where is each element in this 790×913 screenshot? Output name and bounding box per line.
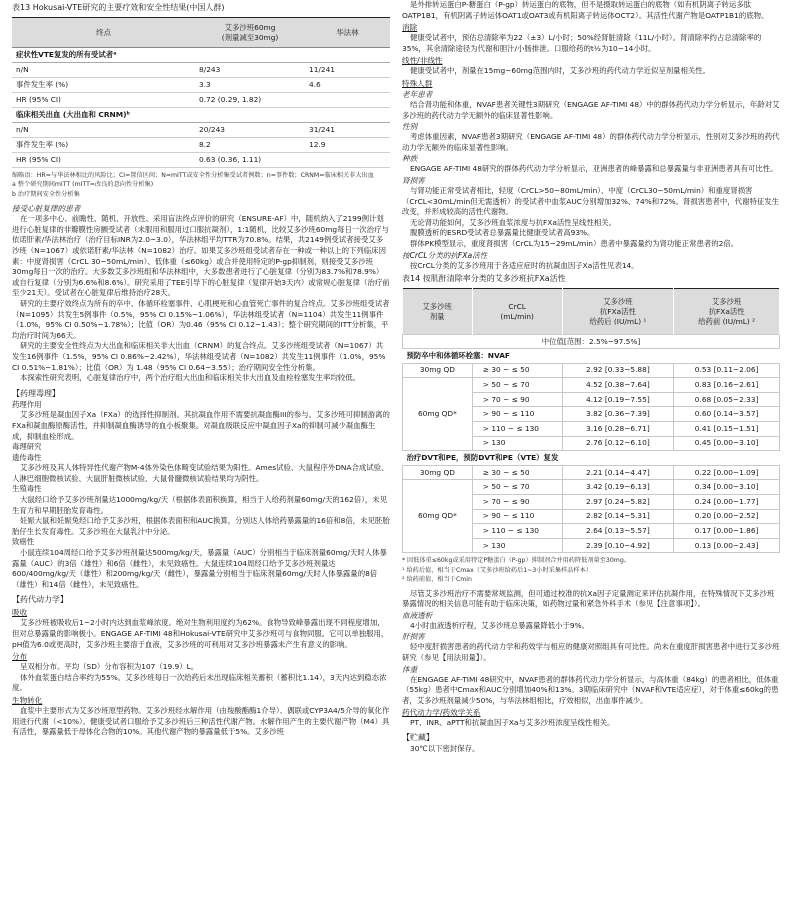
text-line: 遗传毒性	[12, 452, 42, 462]
table13-row	[12, 93, 390, 108]
table14-median-label: 中位值[范围：2.5%~97.5%]	[403, 335, 780, 349]
table14-header-cell: CrCL (mL/min)	[472, 289, 562, 335]
section-heading: 【贮藏】	[402, 732, 434, 742]
table14-cell: 0.83 [0.16~2.61]	[674, 378, 780, 393]
subsection-heading: 肝损害	[402, 632, 425, 642]
table14-cell: 0.24 [0.00~1.77]	[674, 495, 780, 510]
paragraph: 妊娠大鼠和妊娠兔经口给予艾多沙班，根据体表面积和AUC换算，分别达人体给药暴露量的16倍和8倍，未见胚胎胎仔生长发育毒性。艾多沙班在大鼠乳汁中分泌。	[12, 516, 390, 536]
table14-cell: 2.39 [0.10~4.92]	[562, 538, 674, 553]
table13-header-row	[12, 18, 390, 48]
table13-cell: 12.9	[305, 138, 390, 153]
paragraph: 研究的主要安全性终点为大出血和临床相关非大出血（CRNM）的复合终点。艾多沙班组受试者（N=1067）共发生16例事件（1.5%，95% CI 0.86%~2.42%），华法林组受试者（N=1082）共发生11例事件（1.0%，95% CI 0.51%~1.81%）；比值（OR）为 1.48（95% CI 0.64~3.55）；治疗期间安全性分析集。	[12, 341, 386, 372]
right-column	[402, 0, 780, 913]
paragraph: 30℃以下密封保存。	[410, 743, 480, 753]
subsection-heading: 吸收	[12, 608, 28, 618]
table14-cell: 0.53 [0.11~2.06]	[674, 363, 780, 378]
text-line: 药理作用	[12, 399, 42, 409]
table13-cell: n/N	[12, 63, 195, 78]
paragraph: 艾多沙班被吸收后1~2小时内达到血浆峰浓度。绝对生物利用度约为62%。食物导致峰暴露出现不同程度增加，但对总暴露量的影响极小。ENGAGE AF-TIMI 48和Hokusai-VTE研究中艾多沙班可与食物同服。它可以单独服用，pH值为6.0或更高时，艾多沙班主要溶于血液，艾多沙班的可利用对艾多沙班暴露未产生有意义的影响。	[12, 618, 389, 649]
right-text-block-1	[402, 0, 780, 271]
paragraph: 无论肾功能如何，艾多沙班血浆浓度与抗FXa活性呈线性相关。	[410, 217, 617, 227]
table14-header-cell: 艾多沙班 抗FXa活性 给药前 (IU/mL) ²	[674, 289, 780, 335]
table14-header-cell: 艾多沙班 剂量	[403, 289, 473, 335]
table13-cell: HR (95% CI)	[12, 153, 195, 168]
table13-cell: 0.72 (0.29, 1.82)	[195, 93, 305, 108]
table14-row	[403, 363, 780, 378]
paragraph: 4小时血液透析疗程，艾多沙班总暴露量降低小于9%。	[410, 620, 590, 630]
text-line: 毒理研究	[12, 442, 42, 452]
text-line: 致癌性	[12, 537, 35, 547]
table13	[12, 17, 390, 168]
paragraph: 艾多沙班及其人体特异性代谢产物M-4体外染色体畸变试验结果为阳性。Ames试验、大鼠程序外DNA合成试验、人淋巴细胞微核试验、大鼠肝脏微核试验、大鼠骨髓微核试验结果均为阴性。	[12, 463, 389, 483]
paragraph: 健康受试者中，预估总清除率为22（±3）L/小时；50%经肾脏清除（11L/小时）。肾清除率约占总清除率的35%，其余清除途径为代谢和胆汁/小肠排泄。口服给药的t½为10~14小时。	[402, 33, 762, 53]
paragraph: 群体PK模型显示，重度肾损害（CrCL为15~29mL/min）患者中暴露量约为肾功能正常患者的2倍。	[410, 238, 739, 248]
table14-cell: 2.76 [0.12~6.10]	[562, 436, 674, 451]
table13-row	[12, 78, 390, 93]
subsection-heading: 体重	[402, 664, 418, 674]
subsection-heading: 性别	[402, 122, 418, 132]
table14-cell: 2.21 [0.14~4.47]	[562, 465, 674, 480]
section-heading: 【药理毒理】	[12, 388, 60, 398]
table13-row	[12, 63, 390, 78]
table14-section-title: 治疗DVT和PE，预防DVT和PE（VTE）复发	[403, 451, 780, 466]
left-text-block-3	[12, 594, 390, 737]
table13-group-row	[12, 48, 390, 63]
table13-row	[12, 153, 390, 168]
paragraph: 腹膜透析的ESRD受试者总暴露量比健康受试者高93%。	[410, 228, 595, 238]
table14-cell: 0.20 [0.00~2.52]	[674, 509, 780, 524]
table13-cell: 8.2	[195, 138, 305, 153]
table13-cell: n/N	[12, 123, 195, 138]
table13-footnote: 缩略语：HR=与华法林相比的风险比；CI=置信区间；N=mITT或安全性分析集受试者例数；n=事件数；CRNM=临床相关非大出血	[12, 172, 374, 179]
table13-row	[12, 138, 390, 153]
paragraph: 是外排转运蛋白P-糖蛋白（P-gp）转运蛋白的底物，但不是摄取转运蛋白的底物（如有机阴离子转运多肽OATP1B1，有机阴离子转运体OAT1或OAT3或有机阳离子转运体OCT2）。其活性代谢产物是OATP1B1的底物。	[402, 0, 769, 20]
paragraph: 与肾功能正常受试者相比，轻度（CrCL>50~80mL/min）、中度（CrCL30~50mL/min）和重度肾损害（CrCL<30mL/min但无需透析）的受试者中血浆AUC分别增加32%、74%和72%。肾损害患者中，代谢特征发生改变，并形成较高的活性代谢物。	[402, 185, 780, 217]
table14-header-row	[403, 289, 780, 335]
table14-cell: > 130	[472, 436, 562, 451]
subsection-heading: 肾损害	[402, 175, 425, 185]
paragraph: 研究的主要疗效终点为所有的卒中、体循环栓塞事件、心肌梗死和心血管死亡事件的复合终点。艾多沙班组受试者（N=1095）共发生5例事件（0.5%，95% CI 0.15%~1.06%），华法林组受试者（N=1104）共发生11例事件（1.0%，95% CI 0.50%~1.78%）；比值（OR）为0.46（95% CI 0.12~1.43）；整个研究期间的ITT分析集，平均治疗时间为66天。	[12, 298, 390, 340]
table14-cell: 0.13 [0.00~2.43]	[674, 538, 780, 553]
table14-cell: 2.97 [0.24~5.82]	[562, 495, 674, 510]
subsection-heading: 药代动力学/药效学关系	[402, 708, 481, 718]
subsection-heading: 线性/非线性	[402, 56, 443, 66]
table14-cell: 0.41 [0.15~1.51]	[674, 422, 780, 437]
table14-cell: 3.82 [0.36~7.39]	[562, 407, 674, 422]
subsection-heading: 老年患者	[402, 89, 433, 99]
table13-cell: 4.6	[305, 78, 390, 93]
table14-cell: 0.34 [0.00~3.10]	[674, 480, 780, 495]
table13-cell: 事件发生率 (%)	[12, 138, 195, 153]
table14-cell: 0.60 [0.14~3.57]	[674, 407, 780, 422]
table14-section-row	[403, 451, 780, 466]
subsection-heading: 种族	[402, 154, 418, 164]
table14-cell: > 110 ~ ≤ 130	[472, 524, 562, 539]
table14-footnotes	[402, 556, 780, 584]
table14-cell: 3.16 [0.28~6.71]	[562, 422, 674, 437]
subsection-heading: 接受心脏复律的患者	[12, 204, 81, 214]
table14-section-row	[403, 349, 780, 364]
table14	[402, 288, 780, 553]
paragraph: 大鼠经口给予艾多沙班剂量达1000mg/kg/天（根据体表面积换算，相当于人给药剂量60mg/天的162倍），未见生育力和早期胚胎发育毒性。	[12, 495, 388, 515]
table13-cell: 11/241	[305, 63, 390, 78]
table13-cell: 事件发生率 (%)	[12, 78, 195, 93]
table14-cell: > 70 ~ ≤ 90	[472, 392, 562, 407]
paragraph: ENGAGE AF-TIMI 48研究的群体药代动力学分析显示，亚洲患者的峰暴露和总暴露量与非亚洲患者具有可比性。	[410, 164, 778, 174]
subsection-heading: 按CrCL分类的抗FXa活性	[402, 250, 488, 260]
table14-footnote: ² 给药前值，相当于Cmin	[402, 576, 472, 584]
right-text-block-2	[402, 589, 780, 755]
table13-cell	[305, 153, 390, 168]
table14-cell: 2.92 [0.33~5.88]	[562, 363, 674, 378]
section-heading: 【药代动力学】	[12, 595, 68, 605]
paragraph: 本探索性研究表明，心脏复律治疗中，两个治疗组大出血和临床相关非大出血及血栓栓塞发生率均较低。	[20, 373, 360, 383]
table13-cell: 3.3	[195, 78, 305, 93]
paragraph: 血浆中主要形式为艾多沙班原型药物。艾多沙班经水解作用（由羧酸酯酶1介导）、偶联或CYP3A4/5介导的氧化作用进行代谢（<10%）。健康受试者口服给予艾多沙班后三种活性代谢产物。水解作用产生的主要代谢产物（M4）具有活性，暴露量低于母体化合物的10%。其他代谢产物的暴露量低于5%。艾多沙班	[12, 705, 390, 737]
table14-cell: > 70 ~ ≤ 90	[472, 495, 562, 510]
table14-cell: > 90 ~ ≤ 110	[472, 509, 562, 524]
table14-dose-cell: 30mg QD	[403, 465, 473, 480]
table13-header-cell: 终点	[12, 18, 195, 48]
subsection-heading: 生物转化	[12, 695, 43, 705]
paragraph: 小鼠连续104周经口给予艾多沙班剂量达500mg/kg/天，暴露量（AUC）分别相当于临床剂量60mg/天时人体暴露量（AUC）的3倍（雄性）和6倍（雌性），未见致癌性。大鼠连续104周经口给予艾多沙班剂量达600/400mg/kg/天（雄性）和200mg/kg/天（雌性），暴露量分别相当于临床剂量60mg/天时人体暴露量的8倍（雄性）和14倍（雌性），未见致癌性。	[12, 548, 387, 589]
paragraph: 呈双相分布。平均（SD）分布容积为107（19.9）L。	[20, 662, 199, 672]
table14-cell: 3.42 [0.19~6.13]	[562, 480, 674, 495]
left-text-block-2	[12, 388, 390, 591]
table14-row	[403, 480, 780, 495]
table13-cell: 0.63 (0.36, 1.11)	[195, 153, 305, 168]
table13-cell: HR (95% CI)	[12, 93, 195, 108]
table13-footnotes	[12, 171, 390, 199]
table13-group-title: 临床相关出血 (大出血和 CRNM)ᵇ	[12, 108, 390, 123]
table14-cell: 4.52 [0.38~7.64]	[562, 378, 674, 393]
table14-cell: > 50 ~ ≤ 70	[472, 480, 562, 495]
paragraph: 轻中度肝损害患者的药代动力学和药效学与相应的健康对照组具有可比性。尚未在重度肝损害患者中进行艾多沙班研究（参见【用法用量】）。	[402, 642, 780, 662]
table13-caption: 表13 Hokusai-VTE研究的主要疗效和安全性结果(中国人群)	[12, 3, 225, 12]
table13-footnote: a 整个研究期间mITT (mITT=改良的意向性分析集)	[12, 181, 154, 189]
table14-section-title: 预防卒中和体循环栓塞：NVAF	[403, 349, 780, 364]
table13-header-cell: 艾多沙班60mg (剂量减至30mg)	[195, 18, 305, 48]
table14-cell: > 90 ~ ≤ 110	[472, 407, 562, 422]
paragraph: 考虑体重因素，NVAF患者3期研究（ENGAGE AF-TIMI 48）的群体药代动力学分析显示，性别对艾多沙班的药代动力学无额外的临床显著性影响。	[402, 132, 780, 152]
table14-dose-cell: 30mg QD	[403, 363, 473, 378]
table14-cell: 0.22 [0.00~1.09]	[674, 465, 780, 480]
subsection-heading: 特殊人群	[402, 78, 433, 88]
table13-header-cell: 华法林	[305, 18, 390, 48]
subsection-heading: 消除	[402, 23, 418, 33]
table14-dose-cell: 60mg QD*	[403, 378, 473, 451]
table14-cell: 0.17 [0.00~1.86]	[674, 524, 780, 539]
table13-footnote: b 治疗期间安全性分析集	[12, 190, 80, 198]
table14-cell: ≥ 30 ~ ≤ 50	[472, 465, 562, 480]
table14-row	[403, 378, 780, 393]
table13-group-row	[12, 108, 390, 123]
table14-cell: 0.45 [0.00~3.10]	[674, 436, 780, 451]
table14-row	[403, 465, 780, 480]
paragraph: 尽管艾多沙班治疗不需要常规监测，但可通过校准的抗Xa因子定量测定来评估抗凝作用，在特殊情况下艾多沙班暴露情况的相关信息可能有助于临床决策，如药物过量和紧急外科手术（参见【注意事项】）。	[402, 588, 775, 609]
table13-cell: 20/243	[195, 123, 305, 138]
paragraph: 在ENGAGE AF-TIMI 48研究中，NVAF患者的群体药代动力学分析显示，与高体重（84kg）的患者相比，低体重（55kg）患者中Cmax和AUC分别增加40%和13%。3期临床研究中（NVAF和VTE适应症），对于体重≤60kg的患者，艾多沙班剂量减少50%，与华法林组相比，疗效相似，出血事件减少。	[402, 674, 779, 705]
table14-footnote: * 因低体重≤60kg或采用特定P糖蛋白（P-gp）抑制剂合并用药降低剂量至30mg。	[402, 557, 630, 565]
table14-cell: 2.82 [0.14~5.31]	[562, 509, 674, 524]
table13-cell: 8/243	[195, 63, 305, 78]
table14-cell: > 50 ~ ≤ 70	[472, 378, 562, 393]
table14-cell: > 110 ~ ≤ 130	[472, 422, 562, 437]
table14-cell: ≥ 30 ~ ≤ 50	[472, 363, 562, 378]
table14-cell: 4.12 [0.19~7.55]	[562, 392, 674, 407]
table14-header-cell: 艾多沙班 抗FXa活性 给药后 (IU/mL) ¹	[562, 289, 674, 335]
table14-cell: 2.64 [0.13~5.57]	[562, 524, 674, 539]
left-column	[12, 0, 390, 913]
text-line: 生殖毒性	[12, 484, 42, 494]
paragraph: PT、INR、aPTT和抗凝血因子Xa与艾多沙班浓度呈线性相关。	[410, 718, 615, 728]
table13-cell	[305, 93, 390, 108]
table14-cell: 0.68 [0.05~2.33]	[674, 392, 780, 407]
table13-row	[12, 123, 390, 138]
table14-cell: > 130	[472, 538, 562, 553]
left-text-block-1	[12, 203, 390, 384]
paragraph: 艾多沙班是凝血因子Xa（FXa）的选择性抑制剂。其抗凝血作用不需要抗凝血酶III的参与。艾多沙班可抑制游离的FXa和凝血酶原酶活性，并抑制凝血酶诱导的血小板聚集。对凝血级联反应中凝血因子Xa的抑制可减少凝血酶生成，抑制血栓形成。	[12, 410, 390, 441]
paragraph: 体外血浆蛋白结合率约为55%。艾多沙班每日一次给药后未出现临床相关蓄积（蓄积比1.14），3天内达到稳态浓度。	[12, 672, 387, 693]
paragraph: 按CrCL分类的艾多沙班用于各适应症时的抗凝血因子Xa活性见表14。	[410, 260, 639, 270]
paragraph: 健康受试者中，剂量在15mg~60mg范围内时，艾多沙班的药代动力学近似呈剂量相关性。	[410, 66, 711, 76]
table13-cell: 31/241	[305, 123, 390, 138]
subsection-heading: 血液透析	[402, 610, 433, 620]
paragraph: 在一项多中心、前瞻性、随机、开放性、采用盲法终点评价的研究（ENSURE-AF）中，随机纳入了2199例计划进行心脏复律的非瓣膜性房颤受试者（未服用和服用过口服抗凝剂），1:1随机，比较艾多沙班60mg每日一次治疗与依诺肝素/华法林治疗（治疗目标INR为2.0~3.0），华法林组平均TTR为70.8%。结果，共2149例受试者接受艾多沙班（N=1067）或依诺肝素/华法林（N=1082）治疗。如果艾多沙班组受试者存在一种或一种以上的下列临床因素：中度肾损害（CrCL 30~50mL/min）、低体重（≤60kg）或合并使用特定的P-gp抑制剂，则接受艾多沙班30mg每日一次的治疗。大多数艾多沙班组和华法林组中，大多数患者进行了心脏复律（分别为83.7%和78.9%）或自行复律（分别为6.6%和8.6%）。研究采用了TEE引导下的心脏复律（复律开始3天内）或常规心脏复律（治疗前至少21天）。受试者在心脏复律后维持治疗28天。	[12, 214, 390, 298]
table13-group-title: 症状性VTE复发的所有受试者ᵃ	[12, 48, 390, 63]
table14-footnote: ¹ 给药后值，相当于Cmax（艾多沙班给药后1~3小时采集样品样本）	[402, 566, 592, 574]
table14-dose-cell: 60mg QD*	[403, 480, 473, 553]
table14-caption: 表14 按肌酐清除率分类的艾多沙班抗FXa活性	[402, 274, 566, 284]
table14-median-row	[403, 335, 780, 349]
paragraph: 结合肾功能和体重，NVAF患者关键性3期研究（ENGAGE AF-TIMI 48）中的群体药代动力学分析显示，年龄对艾多沙班的药代动力学无额外的临床显著性影响。	[402, 99, 780, 120]
subsection-heading: 分布	[12, 652, 28, 662]
